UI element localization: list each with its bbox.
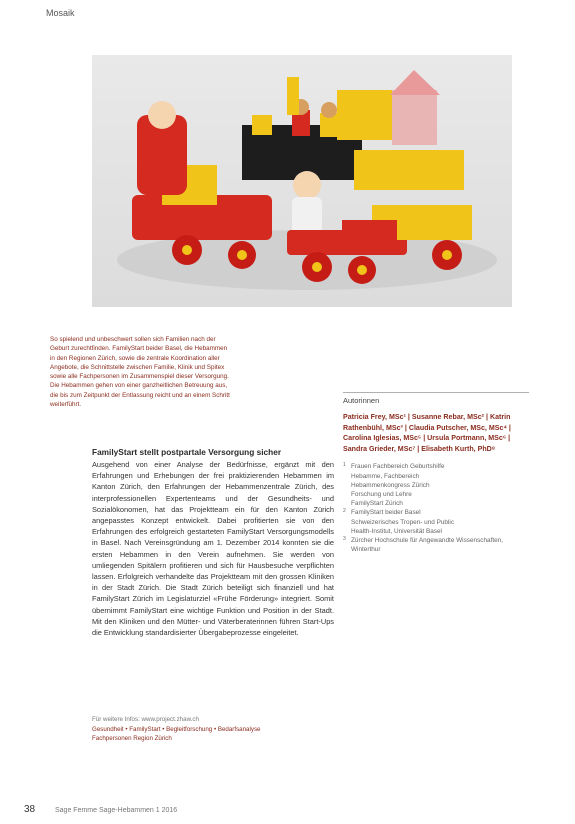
article-title: FamilyStart stellt postpartale Versorgung sicher	[92, 447, 282, 457]
footer-link-line: Für weitere Infos: www.project.zhaw.ch	[92, 716, 199, 723]
section-label: Mosaik	[46, 8, 75, 18]
affiliation-item: Forschung und Lehre	[351, 490, 412, 498]
footer-keywords: Gesundheit • FamilyStart • Begleitforschung • Bedarfsanalyse	[92, 725, 261, 733]
authors-box	[343, 392, 529, 554]
article-body: Ausgehend von einer Analyse der Bedürfnisse, ergänzt mit den Erfahrungen und Erhebungen der frei praktizierenden Hebammen im Kanton Zürich, den Erfahrungen der Hebammenzentrale Zürich, des interprofessionellen Expertenteams und der Gesundheits- und Sozialökonomen, hat das Projektteam ein für den Kanton Zürich angepasstes Konzept entwickelt. Dabei profitierten sie von den Erfahrungen des erfolgreich gestarteten FamilyStart Versorgungsmodells in Basel. Nach Vereinsgründung am 1. Dezember 2014 konnten sie die ersten Hebammen in den Verein aufnehmen. Sie werden von umliegenden Spitälern profitieren und sich für Hausbesuche verpflichten lassen. Erfolgreich verhandelte das Projektteam mit den grossen Kliniken in der Stadt Zürich. Die Stadt Zürich beteiligt sich finanziell und hat FamilyStart Zürich im Legislaturziel «Frühe Förderung» integriert. Somit übernimmt FamilyStart eine wichtige Funktion und Position in der Stadt. Mit den Kliniken und den Mütter- und Väterberaterinnen führen Start-Ups die Entwicklung standardisierter Übergabeprozesse eingeleitet.	[92, 460, 334, 638]
affiliation-item: 3 Zürcher Hochschule für Angewandte Wissenschaften, Winterthur	[343, 536, 504, 554]
footer-region: Fachpersonen Region Zürich	[92, 735, 172, 743]
authors-heading: Autorinnen	[343, 396, 380, 405]
affiliation-item: Schweizerisches Tropen- und Public	[351, 518, 455, 526]
affiliation-item: 2 FamilyStart beider Basel	[343, 508, 421, 517]
journal-reference: Sage Femme Sage-Hebammen 1 2016	[55, 807, 178, 814]
affiliation-item: FamilyStart Zürich	[351, 500, 403, 508]
affiliation-item: Hebammenkongress Zürich	[351, 481, 430, 489]
toy-train-photo	[92, 55, 512, 307]
toy-train-illustration	[92, 55, 512, 307]
affiliation-item: 1 Frauen Fachbereich Geburtshilfe	[343, 462, 445, 471]
photo-caption: So spielend und unbeschwert sollen sich Familien nach der Geburt zurechtfinden. FamilyStart beider Basel, die Hebammen in den Regionen Zürich, sowie die zentrale Koordination aller Angebote, die Schnittstelle zwischen Familie, Klinik und Spitex sowie alle Fachpersonen im Zusammenspiel dieser Versorgung. Die Hebammen gehen von einer ganzheitlichen Betreuung aus, die bis zum Zeitpunkt der Entlassung reicht und an einem Schritt weiterführt.	[50, 336, 230, 409]
affiliation-item: Health-Institut, Universität Basel	[351, 527, 442, 535]
affiliation-item: Hebamme, Fachbereich	[351, 472, 420, 480]
affiliations-list	[343, 462, 529, 554]
authors-names: Patricia Frey, MSc¹ | Susanne Rebar, MSc² | Katrin Rathenbühl, MSc³ | Claudia Putscher, MSc, MSc⁴ | Carolina Iglesias, MSc⁵ | Ursula Portmann, MSc⁶ | Sandra Grieder, MSc⁷ | Elisabeth Kurth, PhD⁸	[343, 413, 511, 453]
page-number: 38	[24, 804, 36, 815]
article-footer	[92, 715, 334, 744]
